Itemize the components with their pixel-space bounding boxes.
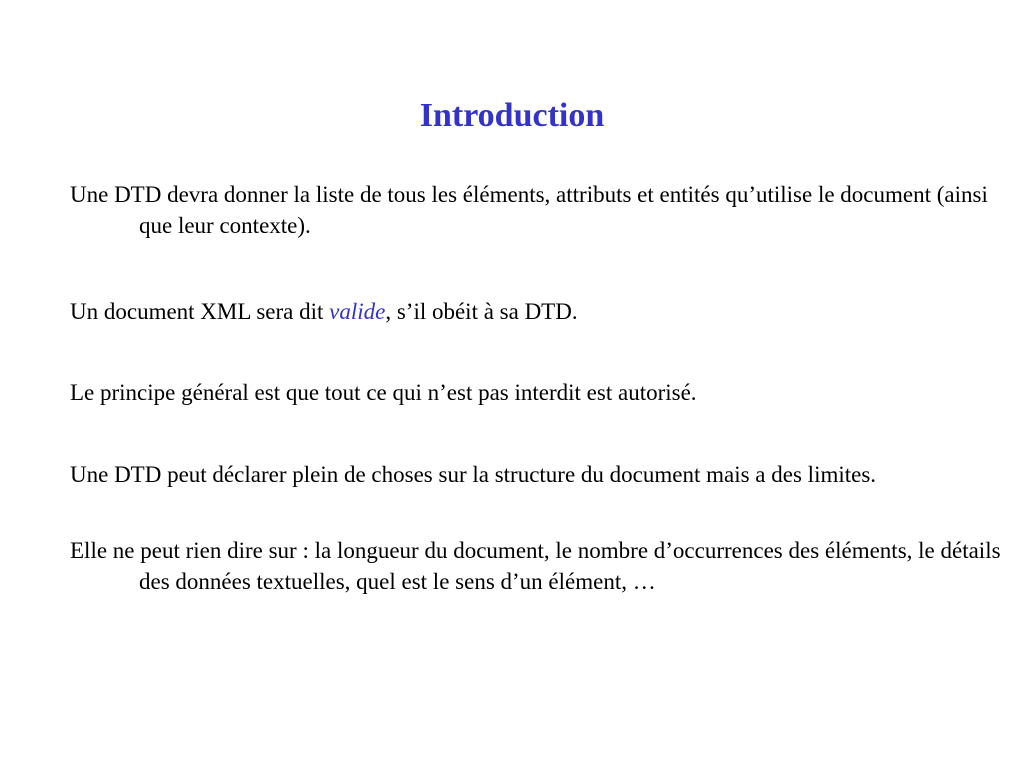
slide-title: Introduction <box>419 97 605 134</box>
paragraph-dtd-definition: Une DTD devra donner la liste de tous les éléments, attributs et entités qu’utilise le document (ainsi que leur contexte). <box>70 182 988 238</box>
paragraph-principle: Le principe général est que tout ce qui n’est pas interdit est autorisé. <box>70 380 697 405</box>
paragraph-validity-after: , s’il obéit à sa DTD. <box>385 299 578 324</box>
paragraph-limits: Une DTD peut déclarer plein de choses sur la structure du document mais a des limites. <box>70 462 877 487</box>
paragraph-validity <box>70 296 1019 327</box>
paragraph-limits-details: Elle ne peut rien dire sur : la longueur du document, le nombre d’occurrences des éléments, le détails des données textuelles, quel est le sens d’un élément, … <box>70 538 1001 594</box>
emphasis-valide: valide <box>329 299 386 324</box>
paragraph-validity-before: Un document XML sera dit <box>70 299 330 324</box>
